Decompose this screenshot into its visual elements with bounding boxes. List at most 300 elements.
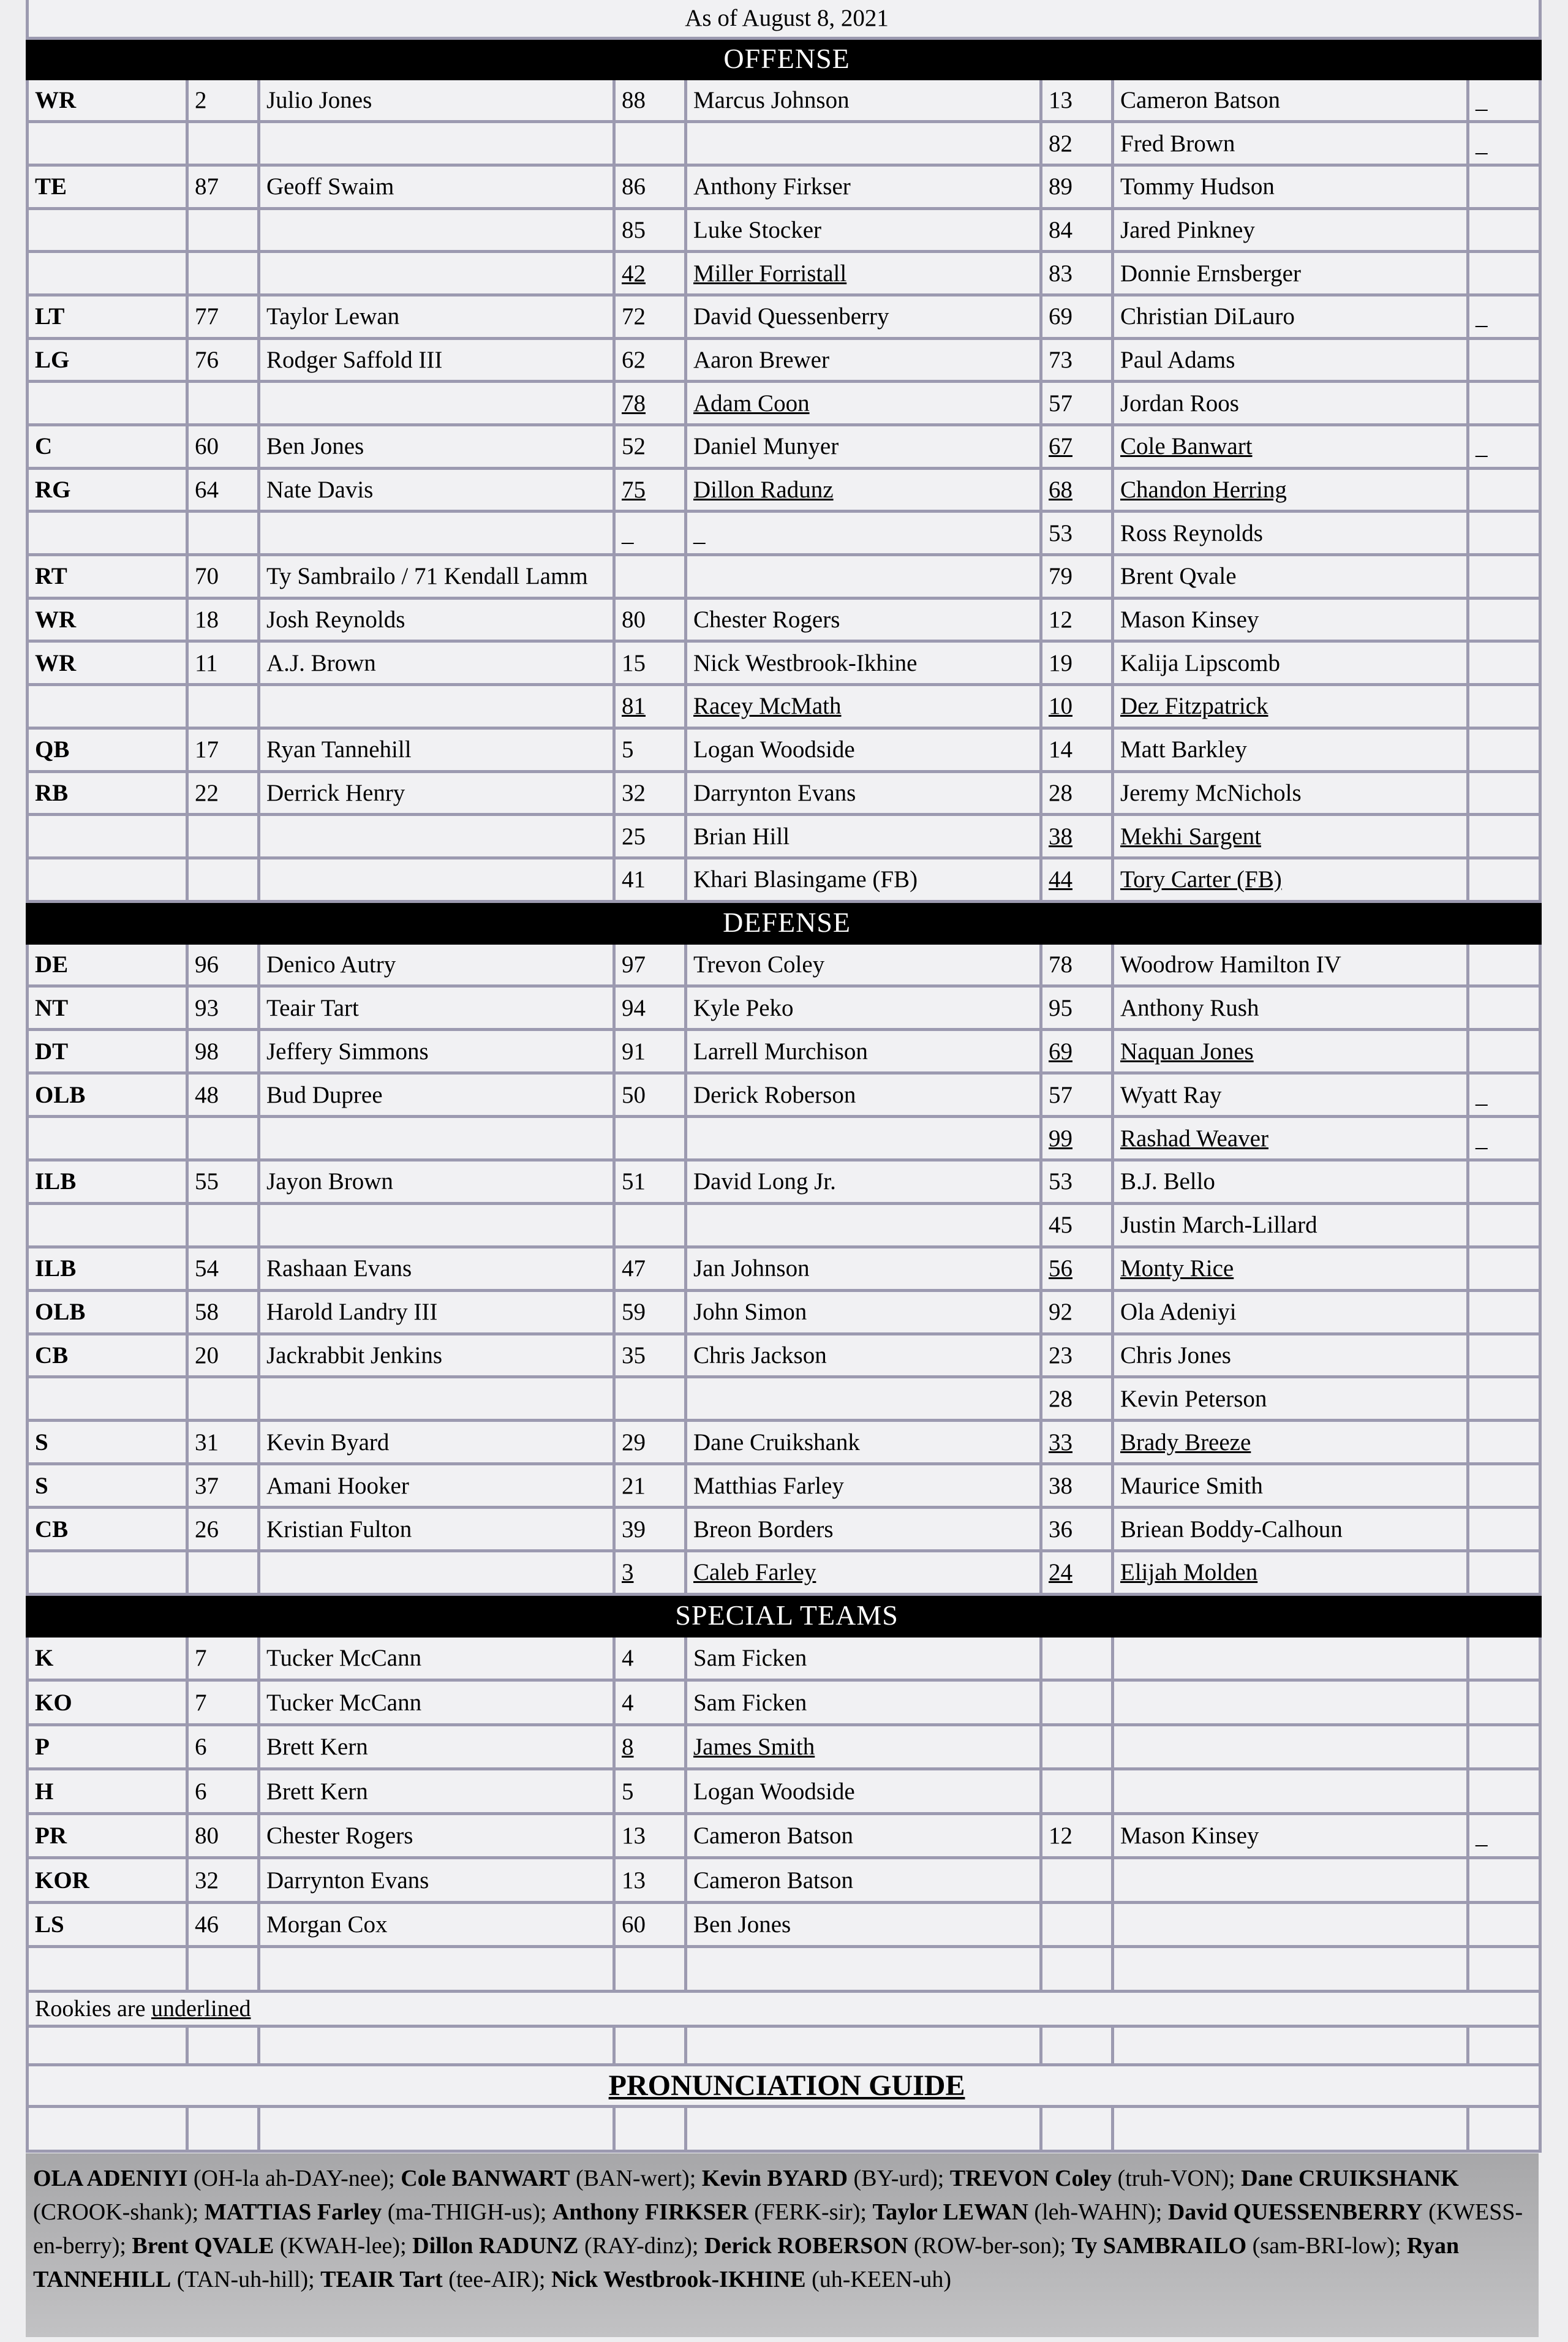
empty-cell xyxy=(187,2106,259,2151)
position-cell xyxy=(28,1073,187,1117)
jersey-number: 84 xyxy=(1049,216,1072,243)
jersey-number: 12 xyxy=(1049,606,1072,633)
position: ILB xyxy=(35,1168,77,1195)
pronunciation-sound: (tee-AIR) xyxy=(448,2267,539,2292)
jersey-number-cell xyxy=(614,1334,686,1377)
table-row xyxy=(28,425,1540,469)
player-name: Brent Qvale xyxy=(1120,563,1237,590)
player-name-cell xyxy=(686,1680,1041,1725)
jersey-number-cell xyxy=(1041,1636,1113,1680)
jersey-number-cell xyxy=(614,555,686,599)
player-name-cell xyxy=(686,382,1041,425)
note-cell xyxy=(1468,1421,1540,1464)
player-name-cell xyxy=(1113,1902,1468,1947)
player-name-cell xyxy=(1113,1769,1468,1814)
player-name-cell xyxy=(259,1203,614,1247)
player-name-cell xyxy=(1113,295,1468,338)
player-name: Darrynton Evans xyxy=(266,1867,429,1894)
note-cell xyxy=(1468,728,1540,771)
player-name: Racey McMath xyxy=(693,693,842,720)
player-name-cell xyxy=(686,943,1041,986)
player-name-cell xyxy=(259,641,614,685)
jersey-number-cell xyxy=(1041,1421,1113,1464)
player-name: Monty Rice xyxy=(1120,1255,1234,1282)
jersey-number-cell xyxy=(1041,208,1113,252)
section-title: SPECIAL TEAMS xyxy=(28,1594,1540,1636)
jersey-number-cell xyxy=(187,1117,259,1160)
player-name: Adam Coon xyxy=(693,390,810,417)
jersey-number-cell xyxy=(614,1377,686,1421)
jersey-number: 45 xyxy=(1049,1212,1072,1239)
player-name-cell xyxy=(686,165,1041,208)
player-name: Denico Autry xyxy=(266,951,396,978)
jersey-number-cell xyxy=(614,1636,686,1680)
table-row xyxy=(28,1030,1540,1073)
position-cell xyxy=(28,1247,187,1290)
table-row xyxy=(28,1813,1540,1858)
player-name-cell xyxy=(259,1636,614,1680)
player-name-cell xyxy=(1113,1160,1468,1204)
jersey-number-cell xyxy=(187,1073,259,1117)
jersey-number: 60 xyxy=(195,433,219,460)
player-name-cell xyxy=(1113,1858,1468,1903)
position-cell xyxy=(28,512,187,555)
jersey-number: 41 xyxy=(622,866,646,893)
jersey-number: 52 xyxy=(622,433,646,460)
table-row xyxy=(28,208,1540,252)
player-name: Cameron Batson xyxy=(693,1823,854,1849)
section-title: OFFENSE xyxy=(28,38,1540,78)
rookie-note xyxy=(28,1991,1540,2026)
player-name-cell xyxy=(1113,1508,1468,1551)
pronunciation-sound: (BAN-wert) xyxy=(576,2166,690,2191)
jersey-number-cell xyxy=(1041,338,1113,382)
player-name: B.J. Bello xyxy=(1120,1168,1215,1195)
player-name: Jeffery Simmons xyxy=(266,1038,429,1065)
table-row xyxy=(28,685,1540,728)
note-cell xyxy=(1468,468,1540,512)
player-name-cell xyxy=(1113,338,1468,382)
note-cell xyxy=(1468,641,1540,685)
empty-cell xyxy=(1041,2106,1113,2151)
jersey-number-cell xyxy=(187,252,259,295)
jersey-number-cell xyxy=(187,1377,259,1421)
empty-cell xyxy=(1468,2026,1540,2064)
jersey-number-cell xyxy=(1041,78,1113,122)
jersey-number-cell xyxy=(614,1203,686,1247)
player-name-cell xyxy=(686,252,1041,295)
jersey-number-cell xyxy=(187,122,259,165)
jersey-number-cell xyxy=(614,1030,686,1073)
jersey-number: 62 xyxy=(622,346,646,373)
table-row xyxy=(28,771,1540,815)
table-row xyxy=(28,641,1540,685)
player-name: Marcus Johnson xyxy=(693,86,850,113)
player-name-cell xyxy=(686,1334,1041,1377)
position-cell xyxy=(28,815,187,858)
jersey-number-cell xyxy=(187,1421,259,1464)
player-name: Breon Borders xyxy=(693,1516,834,1543)
jersey-number: 93 xyxy=(195,994,219,1021)
jersey-number: 36 xyxy=(1049,1516,1072,1543)
player-name-cell xyxy=(259,858,614,901)
jersey-number: 38 xyxy=(1049,823,1072,850)
jersey-number-cell xyxy=(614,1290,686,1334)
player-name: Larrell Murchison xyxy=(693,1038,868,1065)
jersey-number-cell xyxy=(614,338,686,382)
player-name-cell xyxy=(686,1117,1041,1160)
jersey-number: 23 xyxy=(1049,1342,1072,1369)
jersey-number-cell xyxy=(187,1247,259,1290)
player-name: Brady Breeze xyxy=(1120,1429,1251,1456)
player-name-cell xyxy=(259,1769,614,1814)
jersey-number: 13 xyxy=(622,1867,646,1894)
player-name-cell xyxy=(686,208,1041,252)
table-row xyxy=(28,1117,1540,1160)
player-name: Wyatt Ray xyxy=(1120,1081,1222,1108)
jersey-number-cell xyxy=(1041,1247,1113,1290)
player-name: Darrynton Evans xyxy=(693,779,856,806)
jersey-number: 94 xyxy=(622,994,646,1021)
position: TE xyxy=(35,173,67,200)
jersey-number: 31 xyxy=(195,1429,219,1456)
player-name-cell xyxy=(1113,1464,1468,1508)
position-cell xyxy=(28,208,187,252)
jersey-number: 87 xyxy=(195,173,219,200)
table-row xyxy=(28,382,1540,425)
jersey-number: 60 xyxy=(622,1911,646,1938)
note-cell xyxy=(1468,1073,1540,1117)
position: RT xyxy=(35,563,67,590)
position-cell xyxy=(28,1858,187,1903)
jersey-number-cell xyxy=(1041,1724,1113,1769)
empty-cell xyxy=(1113,2026,1468,2064)
player-name-cell xyxy=(1113,512,1468,555)
player-name-cell xyxy=(686,1813,1041,1858)
player-name-cell xyxy=(259,1377,614,1421)
player-name-cell xyxy=(259,943,614,986)
player-name-cell xyxy=(259,512,614,555)
position-cell xyxy=(28,858,187,901)
jersey-number-cell xyxy=(1041,1551,1113,1595)
jersey-number-cell xyxy=(614,208,686,252)
player-name: Julio Jones xyxy=(266,86,372,113)
jersey-number: 6 xyxy=(195,1778,207,1805)
jersey-number: 13 xyxy=(1049,86,1072,113)
table-row xyxy=(28,815,1540,858)
position-cell xyxy=(28,382,187,425)
jersey-number-cell xyxy=(614,858,686,901)
jersey-number-cell xyxy=(1041,468,1113,512)
jersey-number: 25 xyxy=(622,823,646,850)
note-cell xyxy=(1468,986,1540,1030)
player-name: Ty Sambrailo / 71 Kendall Lamm xyxy=(266,563,588,590)
position: KO xyxy=(35,1689,72,1716)
jersey-number: 4 xyxy=(622,1645,634,1672)
note-cell xyxy=(1468,771,1540,815)
player-name: Mason Kinsey xyxy=(1120,606,1259,633)
jersey-number-cell xyxy=(1041,122,1113,165)
position-cell xyxy=(28,1551,187,1595)
jersey-number-cell xyxy=(614,468,686,512)
jersey-number: 18 xyxy=(195,606,219,633)
jersey-number: 55 xyxy=(195,1168,219,1195)
position-cell xyxy=(28,1680,187,1725)
player-name: Dillon Radunz xyxy=(693,477,834,504)
player-name-cell xyxy=(1113,425,1468,469)
player-name-cell xyxy=(259,771,614,815)
jersey-number: 5 xyxy=(622,1778,634,1805)
jersey-number-cell xyxy=(187,1030,259,1073)
player-name: Woodrow Hamilton IV xyxy=(1120,951,1341,978)
pronunciation-name: Taylor LEWAN xyxy=(872,2199,1028,2225)
position: C xyxy=(35,433,53,460)
note: _ xyxy=(1476,86,1488,113)
jersey-number-cell xyxy=(187,1464,259,1508)
player-name-cell xyxy=(259,1947,614,1992)
jersey-number-cell xyxy=(187,1724,259,1769)
position-cell xyxy=(28,1902,187,1947)
note-cell xyxy=(1468,1636,1540,1680)
position-cell xyxy=(28,1724,187,1769)
note-cell xyxy=(1468,1769,1540,1814)
position-cell xyxy=(28,1508,187,1551)
jersey-number: 64 xyxy=(195,477,219,504)
player-name: A.J. Brown xyxy=(266,649,376,676)
jersey-number-cell xyxy=(187,1160,259,1204)
table-row xyxy=(28,165,1540,208)
rookie-note-text: Rookies are xyxy=(35,1995,151,2022)
position: WR xyxy=(35,606,77,633)
position-cell xyxy=(28,1290,187,1334)
position-cell xyxy=(28,943,187,986)
empty-cell xyxy=(614,2026,686,2064)
pronunciation-name: Kevin BYARD xyxy=(701,2166,848,2191)
player-name: Brett Kern xyxy=(266,1734,368,1761)
player-name-cell xyxy=(1113,1813,1468,1858)
player-name-cell xyxy=(686,858,1041,901)
position-cell xyxy=(28,468,187,512)
player-name-cell xyxy=(686,1377,1041,1421)
player-name-cell xyxy=(1113,1073,1468,1117)
note-cell xyxy=(1468,1160,1540,1204)
pronunciation-sound: (leh-WAHN) xyxy=(1034,2199,1156,2225)
note-cell xyxy=(1468,598,1540,641)
position: P xyxy=(35,1734,50,1761)
note-cell xyxy=(1468,1290,1540,1334)
player-name-cell xyxy=(259,295,614,338)
player-name: John Simon xyxy=(693,1299,807,1326)
player-name: Derrick Henry xyxy=(266,779,405,806)
jersey-number: 51 xyxy=(622,1168,646,1195)
player-name: Matt Barkley xyxy=(1120,736,1247,763)
player-name: Jackrabbit Jenkins xyxy=(266,1342,443,1369)
jersey-number: 14 xyxy=(1049,736,1072,763)
player-name-cell xyxy=(1113,815,1468,858)
player-name: Donnie Ernsberger xyxy=(1120,260,1301,287)
table-row xyxy=(28,252,1540,295)
pronunciation-guide-title xyxy=(28,2064,1540,2106)
player-name-cell xyxy=(259,728,614,771)
position-cell xyxy=(28,1813,187,1858)
jersey-number-cell xyxy=(187,555,259,599)
player-name-cell xyxy=(1113,598,1468,641)
player-name-cell xyxy=(686,468,1041,512)
note-cell xyxy=(1468,685,1540,728)
player-name-cell xyxy=(1113,1724,1468,1769)
jersey-number-cell xyxy=(614,165,686,208)
note-cell xyxy=(1468,1902,1540,1947)
empty-cell xyxy=(1041,2026,1113,2064)
note: _ xyxy=(1476,1125,1488,1152)
jersey-number: 32 xyxy=(195,1867,219,1894)
empty-cell xyxy=(259,2106,614,2151)
jersey-number: 57 xyxy=(1049,390,1072,417)
jersey-number-cell xyxy=(614,1117,686,1160)
position: LG xyxy=(35,346,70,373)
player-name-cell xyxy=(1113,1030,1468,1073)
jersey-number-cell xyxy=(1041,1030,1113,1073)
player-name: Cole Banwart xyxy=(1120,433,1253,460)
player-name-cell xyxy=(686,1508,1041,1551)
player-name: Paul Adams xyxy=(1120,346,1235,373)
player-name: Luke Stocker xyxy=(693,216,822,243)
player-name: Miller Forristall xyxy=(693,260,847,287)
player-name-cell xyxy=(259,815,614,858)
position-cell xyxy=(28,252,187,295)
player-name-cell xyxy=(686,1073,1041,1117)
jersey-number: 22 xyxy=(195,779,219,806)
jersey-number-cell xyxy=(1041,1769,1113,1814)
player-name-cell xyxy=(1113,1117,1468,1160)
jersey-number-cell xyxy=(614,252,686,295)
jersey-number: 58 xyxy=(195,1299,219,1326)
player-name: Anthony Firkser xyxy=(693,173,851,200)
jersey-number-cell xyxy=(1041,728,1113,771)
position: RB xyxy=(35,779,69,806)
position-cell xyxy=(28,641,187,685)
jersey-number-cell xyxy=(614,1769,686,1814)
jersey-number-cell xyxy=(187,1508,259,1551)
player-name-cell xyxy=(259,78,614,122)
player-name-cell xyxy=(686,685,1041,728)
note-cell xyxy=(1468,512,1540,555)
player-name-cell xyxy=(1113,208,1468,252)
jersey-number: 80 xyxy=(622,606,646,633)
table-row xyxy=(28,1464,1540,1508)
jersey-number: 82 xyxy=(1049,130,1072,157)
note-cell xyxy=(1468,1858,1540,1903)
pronunciation-name: TREVON Coley xyxy=(949,2166,1112,2191)
jersey-number: 73 xyxy=(1049,346,1072,373)
table-row xyxy=(28,555,1540,599)
jersey-number: 95 xyxy=(1049,994,1072,1021)
jersey-number: 5 xyxy=(622,736,634,763)
jersey-number: 3 xyxy=(622,1559,634,1586)
jersey-number-cell xyxy=(614,1073,686,1117)
note-cell xyxy=(1468,943,1540,986)
jersey-number: 28 xyxy=(1049,1385,1072,1412)
player-name-cell xyxy=(259,382,614,425)
player-name: Josh Reynolds xyxy=(266,606,405,633)
player-name-cell xyxy=(686,78,1041,122)
jersey-number-cell xyxy=(1041,555,1113,599)
section-header xyxy=(28,1594,1540,1636)
table-row xyxy=(28,1769,1540,1814)
player-name-cell xyxy=(259,1464,614,1508)
empty-cell xyxy=(686,2026,1041,2064)
pronunciation-sound: (truh-VON) xyxy=(1117,2166,1229,2191)
player-name-cell xyxy=(259,1508,614,1551)
player-name-cell xyxy=(1113,252,1468,295)
player-name: Caleb Farley xyxy=(693,1559,816,1586)
jersey-number-cell xyxy=(614,771,686,815)
jersey-number: 88 xyxy=(622,86,646,113)
player-name: Chester Rogers xyxy=(266,1823,413,1849)
jersey-number-cell xyxy=(614,382,686,425)
player-name-cell xyxy=(686,425,1041,469)
pronunciation-sound: (KWESS-en-berry) xyxy=(33,2199,1523,2259)
jersey-number: 92 xyxy=(1049,1299,1072,1326)
empty-cell xyxy=(1113,2106,1468,2151)
table-row xyxy=(28,1636,1540,1680)
position: ILB xyxy=(35,1255,77,1282)
depth-chart xyxy=(26,0,1539,2153)
jersey-number-cell xyxy=(187,1551,259,1595)
jersey-number: 15 xyxy=(622,649,646,676)
jersey-number-cell xyxy=(1041,1160,1113,1204)
note-cell xyxy=(1468,555,1540,599)
jersey-number: 67 xyxy=(1049,433,1072,460)
jersey-number: 53 xyxy=(1049,1168,1072,1195)
player-name-cell xyxy=(686,338,1041,382)
player-name-cell xyxy=(259,685,614,728)
position-cell xyxy=(28,771,187,815)
player-name-cell xyxy=(686,122,1041,165)
jersey-number-cell xyxy=(614,986,686,1030)
jersey-number-cell xyxy=(614,295,686,338)
note-cell xyxy=(1468,1947,1540,1992)
jersey-number: 7 xyxy=(195,1645,207,1672)
note-cell xyxy=(1468,1813,1540,1858)
player-name: Maurice Smith xyxy=(1120,1472,1263,1499)
note-cell xyxy=(1468,208,1540,252)
player-name: Jeremy McNichols xyxy=(1120,779,1302,806)
jersey-number-cell xyxy=(614,943,686,986)
position: NT xyxy=(35,994,69,1021)
player-name-cell xyxy=(686,1947,1041,1992)
jersey-number: 8 xyxy=(622,1734,634,1761)
table-row xyxy=(28,1551,1540,1595)
player-name-cell xyxy=(686,1464,1041,1508)
position-cell xyxy=(28,1769,187,1814)
jersey-number-cell xyxy=(614,1508,686,1551)
section-title: DEFENSE xyxy=(28,901,1540,943)
jersey-number-cell xyxy=(187,208,259,252)
player-name: Chandon Herring xyxy=(1120,477,1287,504)
jersey-number-cell xyxy=(187,1636,259,1680)
player-name-cell xyxy=(259,1680,614,1725)
position-cell xyxy=(28,1334,187,1377)
player-name-cell xyxy=(1113,1247,1468,1290)
jersey-number: 32 xyxy=(622,779,646,806)
player-name-cell xyxy=(259,1160,614,1204)
jersey-number: 7 xyxy=(195,1689,207,1716)
player-name: Cameron Batson xyxy=(693,1867,854,1894)
jersey-number-cell xyxy=(614,512,686,555)
pronunciation-guide-text: OLA ADENIYI (OH-la ah-DAY-nee); Cole BANWART (BAN-wert); Kevin BYARD (BY-urd); TREVON Coley (truh-VON); Dane CRUIKSHANK (CROOK-shank); MATTIAS Farley (ma-THIGH-us); Anthony FIRKSER (FERK-sir); Taylor LEWAN (leh-WAHN); David QUESSENBERRY (KWESS-en-berry); Brent QVALE (KWAH-lee); Dillon RADUNZ (RAY-dinz); Derick ROBERSON (ROW-ber-son); Ty SAMBRAILO (sam-BRI-low); Ryan TANNEHILL (TAN-uh-hill); TEAIR Tart (tee-AIR); Nick Westbrook-IKHINE (uh-KEEN-uh) xyxy=(26,2153,1539,2337)
player-name: Matthias Farley xyxy=(693,1472,844,1499)
